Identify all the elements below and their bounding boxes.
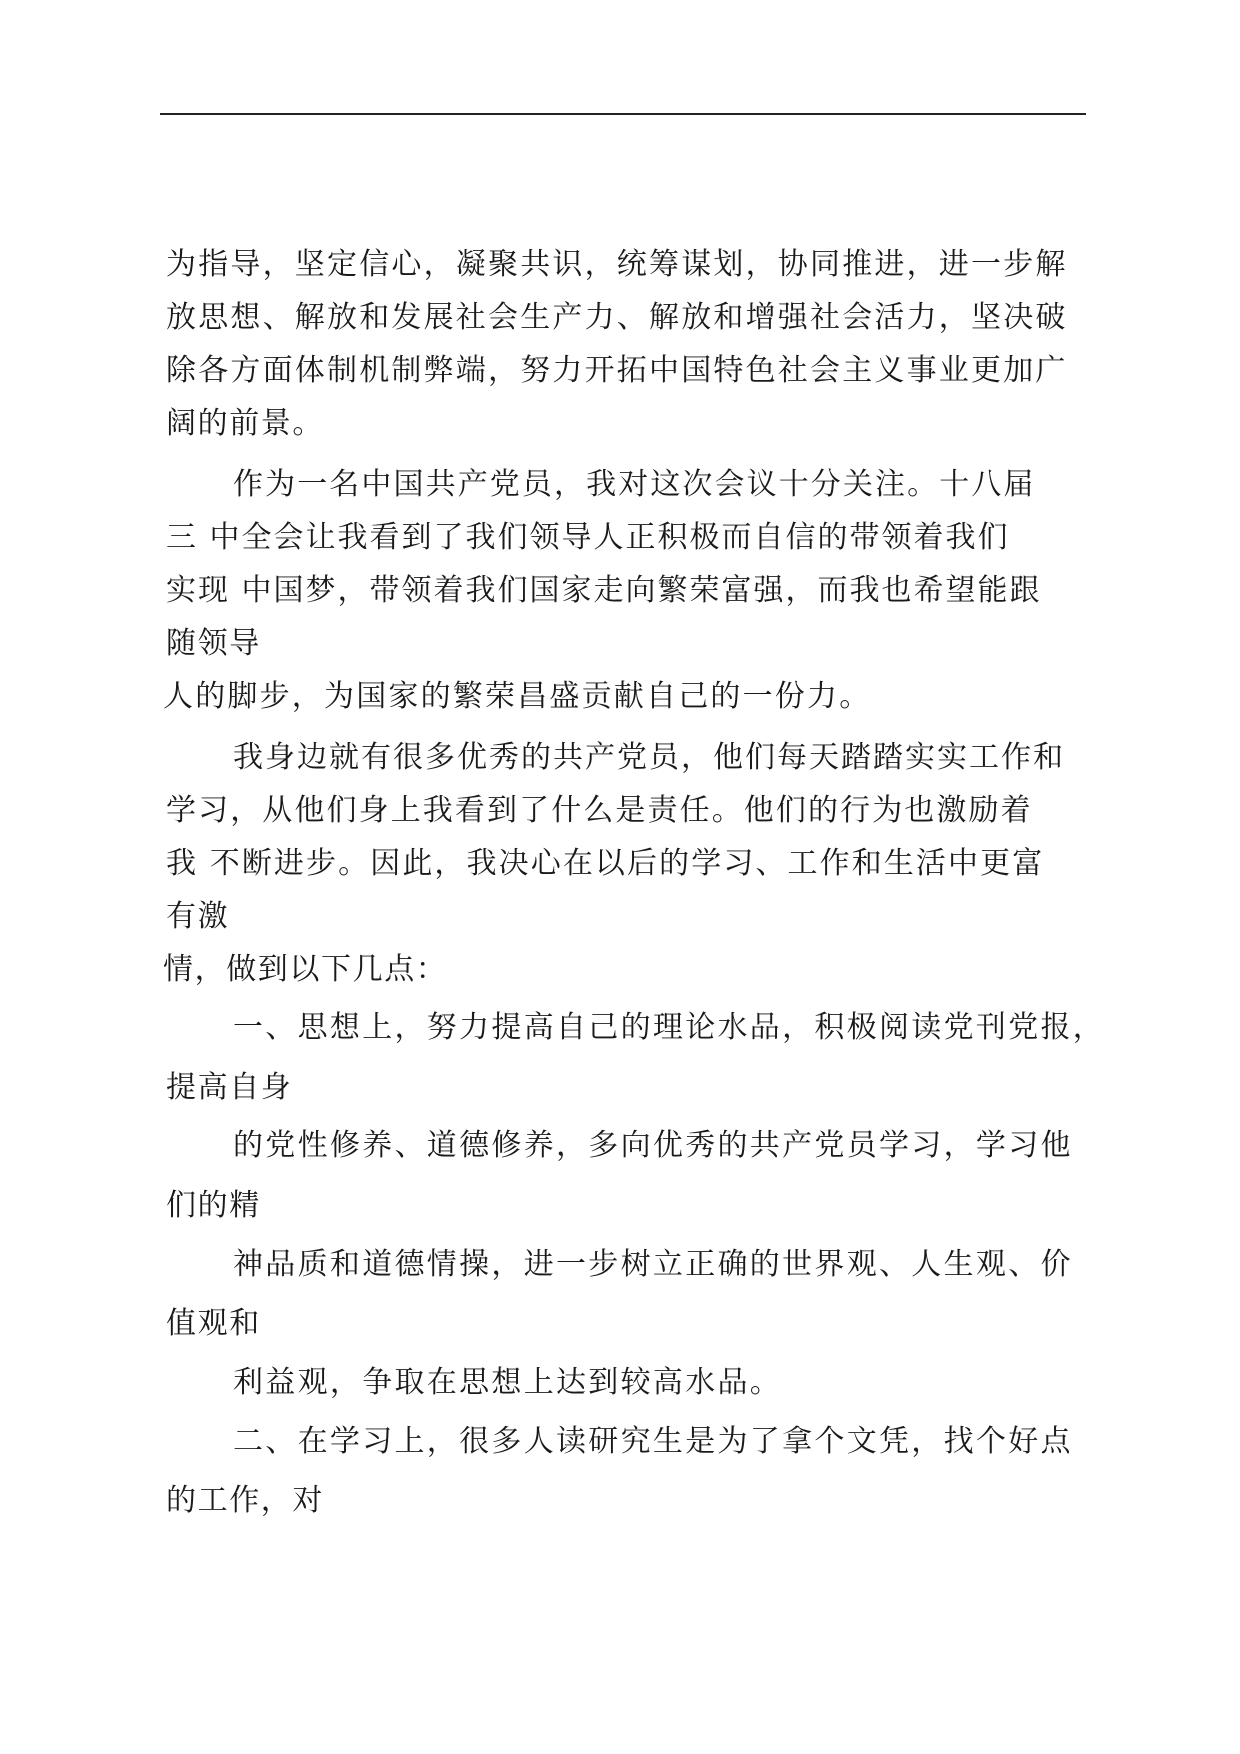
text-line: 三 中全会让我看到了我们领导人正积极而自信的带领着我们 bbox=[166, 520, 1010, 555]
header-rule bbox=[160, 113, 1086, 115]
text-line: 随领导 bbox=[166, 626, 261, 661]
text-line: 实现 中国梦，带领着我们国家走向繁荣富强，而我也希望能跟 bbox=[166, 573, 1042, 608]
text-line: 阔的前景。 bbox=[166, 406, 324, 441]
text-line: 一、思想上，努力提高自己的理论水品，积极阅读党刊党报， bbox=[233, 1010, 1106, 1045]
text-line: 人的脚步，为国家的繁荣昌盛贡献自己的一份力。 bbox=[163, 679, 872, 714]
text-line: 为指导，坚定信心，凝聚共识，统筹谋划，协同推进，进一步解 bbox=[166, 247, 1068, 282]
text-line: 神品质和道德情操，进一步树立正确的世界观、人生观、价 bbox=[233, 1247, 1073, 1282]
text-line: 作为一名中国共产党员，我对这次会议十分关注。十八届 bbox=[233, 467, 1036, 502]
text-line: 我身边就有很多优秀的共产党员，他们每天踏踏实实工作和 bbox=[233, 740, 1065, 775]
text-line: 值观和 bbox=[166, 1306, 261, 1341]
text-line: 学习，从他们身上我看到了什么是责任。他们的行为也激励着 bbox=[166, 793, 1033, 828]
text-line: 的党性修养、道德修养，多向优秀的共产党员学习，学习他 bbox=[233, 1128, 1073, 1163]
text-line: 利益观，争取在思想上达到较高水品。 bbox=[233, 1365, 783, 1400]
text-line: 提高自身 bbox=[166, 1070, 293, 1105]
text-line: 除各方面体制机制弊端，努力开拓中国特色社会主义事业更加广 bbox=[166, 353, 1068, 388]
text-line: 的工作，对 bbox=[166, 1483, 324, 1518]
text-line: 我 不断进步。因此，我决心在以后的学习、工作和生活中更富 bbox=[166, 846, 1045, 881]
text-line: 二、在学习上，很多人读研究生是为了拿个文凭，找个好点 bbox=[233, 1424, 1073, 1459]
text-line: 情，做到以下几点： bbox=[163, 952, 448, 987]
text-line: 们的精 bbox=[166, 1188, 261, 1223]
text-line: 有激 bbox=[166, 899, 230, 934]
text-line: 放思想、解放和发展社会生产力、解放和增强社会活力，坚决破 bbox=[166, 300, 1068, 335]
